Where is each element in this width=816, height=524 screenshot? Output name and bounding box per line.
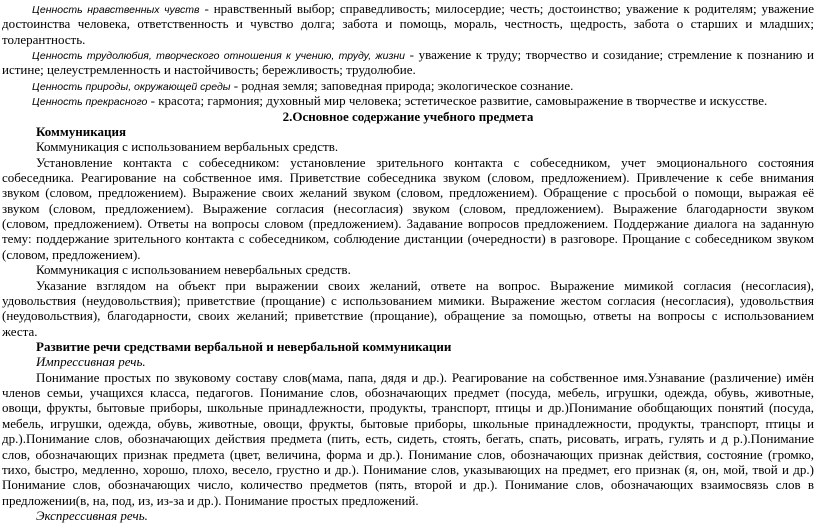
- section-heading: 2.Основное содержание учебного предмета: [282, 109, 534, 124]
- impressive-line: овощи, фрукты, бытовые приборы, школьные принадлежности, продукты, транспорт, птицы и др.)Понимание обобщающих понятий (посуда,: [2, 400, 814, 415]
- impressive-line: слов, обозначающих признак предмета (цвет, величина, форма и др.). Понимание слов, обозначающих признак действия, состояние (громко,: [2, 447, 814, 462]
- impressive-speech-label: Импрессивная речь.: [36, 354, 146, 369]
- beauty-values-label: Ценность прекрасного: [32, 96, 148, 108]
- impressive-line: предложении(в, на, под, из, из-за и др.). Понимание простых предложений.: [2, 493, 419, 508]
- nonverbal-line: удовольствия (неудовольствия); приветствие (прощание) с использованием мимики. Выражение жестом согласия (несогласия), удовольствия: [2, 293, 814, 308]
- verbal-line: (словом, предложением).: [2, 247, 141, 262]
- verbal-line: звуком (словом, предложением). Выражение согласия (несогласия) звуком (словом, предложением). Выражение благодарности звуком: [2, 201, 814, 216]
- impressive-line: тихо, быстро, медленно, хорошо, плохо, весело, грустно и др.). Понимание слов, указывающих на предмет, его признак (я, он, мой, твой и др.): [2, 462, 814, 477]
- verbal-heading: Коммуникация с использованием вербальных средств.: [36, 139, 339, 154]
- beauty-values-text: - красота; гармония; духовный мир человека; эстетическое развитие, самовыражение в творчестве и искусстве.: [147, 93, 768, 108]
- labor-values-label: Ценность трудолюбия, творческого отношения к учению, труду, жизни: [32, 50, 405, 62]
- verbal-line: тему: поддержание зрительного контакта с собеседником, соблюдение дистанции (очередности) в разговоре. Прощание с собеседником звуком: [2, 231, 814, 246]
- nonverbal-line: (неудовольствия), благодарности, своих желаний; приветствие (прощание), обращение за помощью, ответы на вопросы с использованием: [2, 308, 814, 323]
- nature-values-text: - родная земля; заповедная природа; экологическое сознание.: [230, 78, 574, 93]
- verbal-line: (словом, предложением). Ответы на вопросы словом (предложением). Задавание вопросов предложением. Поддержание диалога на заданную: [2, 216, 814, 231]
- impressive-line: членов семьи, учащихся класса, педагогов. Понимание слов, обозначающих предмет (посуда, мебель, игрушки, одежда, обувь, животные,: [2, 385, 814, 400]
- moral-values-text: - нравственный выбор; справедливость; милосердие; честь; достоинство; уважение к родителям; уважение: [199, 1, 814, 16]
- impressive-line: мебель, игрушки, одежда, обувь, животные, овощи, фрукты, бытовые приборы, школьные принадлежности, продукты, транспорт, птицы и: [2, 416, 814, 431]
- labor-values-line-2: истине; целеустремленность и настойчивость; бережливость; трудолюбие.: [2, 62, 416, 77]
- communication-heading: Коммуникация: [36, 124, 127, 139]
- nonverbal-heading: Коммуникация с использованием невербальных средств.: [36, 262, 351, 277]
- verbal-line: Установление контакта с собеседником: установление зрительного контакта с собеседником, учет эмоционального состояния: [36, 155, 814, 170]
- impressive-line: Понимание простых по звуковому составу слов(мама, папа, дядя и др.). Реагирование на собственное имя.Узнавание (различение) имён: [36, 370, 814, 385]
- nonverbal-line: жеста.: [2, 324, 38, 339]
- moral-values-label: Ценность нравственных чувств: [32, 4, 200, 16]
- moral-values-line-2: достоинства человека, ответственность и чувство долга; забота и помощь, мораль, честность, щедрость, забота о старших и младших;: [2, 16, 814, 31]
- labor-values-text: - уважение к труду; творчество и созидание; стремление к познанию и: [405, 47, 814, 62]
- expressive-speech-label: Экспрессивная речь.: [36, 508, 148, 523]
- nonverbal-line: Указание взглядом на объект при выражении своих желаний, ответе на вопрос. Выражение мимикой согласия (несогласия),: [36, 278, 814, 293]
- verbal-line: собеседника. Реагирование на собственное имя. Приветствие собеседника звуком (словом, предложением). Привлечение к себе внимания: [2, 170, 814, 185]
- speech-development-heading: Развитие речи средствами вербальной и невербальной коммуникации: [36, 339, 452, 354]
- beauty-values-line: [32, 92, 814, 109]
- verbal-line: звуком (словом, предложением). Выражение своих желаний звуком (словом, предложением). Обращение с просьбой о помощи, выражая её: [2, 185, 814, 200]
- impressive-line: Понимание слов, обозначающих число, количество предметов (пять, второй и др.). Понимание слов, обозначающих взаимосвязь слов в: [2, 477, 814, 492]
- nature-values-label: Ценность природы, окружающей среды: [32, 81, 231, 93]
- impressive-line: др.).Понимание слов, обозначающих действия предмета (пить, есть, сидеть, стоять, бегать, спать, рисовать, играть, гулять и д р.).Понимание: [2, 431, 814, 446]
- moral-values-line-3: толерантность.: [2, 32, 86, 47]
